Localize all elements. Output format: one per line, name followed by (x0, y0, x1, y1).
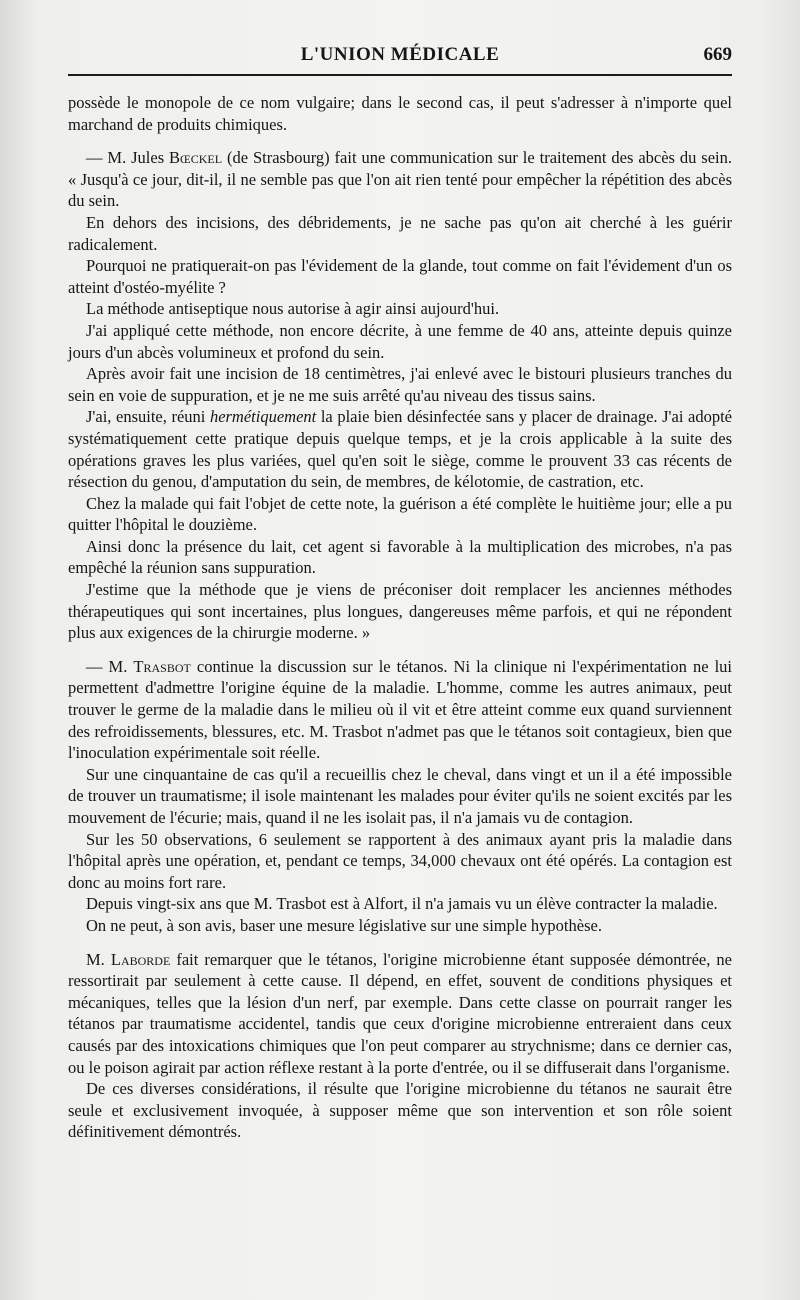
page-header (68, 44, 732, 76)
paragraph: De ces diverses considérations, il résulte que l'origine microbienne du tétanos ne saurait être seule et exclusivement invoquée, à supposer même que son intervention et son rôle soient définitivement démontrés. (68, 1079, 732, 1142)
paragraph: Après avoir fait une incision de 18 centimètres, j'ai enlevé avec le bistouri plusieurs tranches du sein en voie de suppuration, et je ne me suis arrêté qu'au niveau des tissus sains. (68, 364, 732, 405)
author-name: Trasbot (133, 656, 191, 676)
page-number: 669 (703, 44, 732, 65)
emphasis: hermétiquement (209, 407, 317, 427)
paragraph: Depuis vingt-six ans que M. Trasbot est à Alfort, il n'a jamais vu un élève contracter la maladie. (86, 894, 718, 914)
paragraph: J'ai, ensuite, réuni hermétiquement la plaie bien désinfectée sans y placer de drainage. J'ai adopté systématiquement cette pratique depuis quelque temps, et je la crois applicable à la suite des opérations graves les plus variées, quel qu'en soit le siège, comme le prouvent 33 cas récents de résection du genou, d'amputation du sein, de membres, de kélotomie, de castration, etc. (68, 407, 732, 492)
running-title: L'UNION MÉDICALE (300, 44, 500, 65)
paragraph-boeckel-communication: — M. Jules Bœckel (de Strasbourg) fait une communication sur le traitement des abcès du sein. « Jusqu'à ce jour, dit-il, il ne semble pas que l'on ait rien tenté pour empêcher la répétition des abcès du sein. (68, 148, 732, 211)
paragraph: Pourquoi ne pratiquerait-on pas l'évidement de la glande, tout comme on fait l'évidement d'un os atteint d'ostéo-myélite ? (68, 256, 732, 297)
article-body (68, 92, 732, 1143)
paragraph: En dehors des incisions, des débridements, je ne sache pas qu'on ait cherché à les guérir radicalement. (68, 212, 732, 254)
paragraph-laborde-remark: M. Laborde fait remarquer que le tétanos, l'origine microbienne étant supposée démontrée, ne ressortirait par seulement à cette cause. Il dépend, en effet, souvent de conditions physiques et mécaniques, telles que la lésion d'un nerf, par exemple. Dans cette classe on pourrait ranger les tétanos par traumatisme accidentel, tandis que ceux d'origine microbienne entreraient dans ceux causés par des intoxications chimiques que l'on peut comparer au strychnisme; dans ce dernier cas, ou le poison agirait par action réflexe restant à la porte d'entrée, ou il se diffuserait dans l'organisme. (68, 949, 732, 1077)
paragraph: J'estime que la méthode que je viens de préconiser doit remplacer les anciennes méthodes thérapeutiques qui sont incertaines, plus longues, dangereuses même parfois, et qui ne répondent plus aux exigences de la chirurgie moderne. » (68, 580, 732, 643)
paragraph: J'ai appliqué cette méthode, non encore décrite, à une femme de 40 ans, atteinte depuis quinze jours d'un abcès volumineux et profond du sein. (68, 320, 732, 362)
author-name: Laborde (110, 949, 171, 969)
paragraph: Sur les 50 observations, 6 seulement se rapportent à des animaux ayant pris la maladie dans l'hôpital après une opération, et, pendant ce temps, 34,000 chevaux ont été opérés. La contagion est donc au moins fort rare. (68, 829, 732, 892)
paragraph: Chez la malade qui fait l'objet de cette note, la guérison a été complète le huitième jour; elle a pu quitter l'hôpital le douzième. (68, 493, 732, 535)
paragraph: La méthode antiseptique nous autorise à agir ainsi aujourd'hui. (86, 299, 500, 319)
paragraph: possède le monopole de ce nom vulgaire; dans le second cas, il peut s'adresser à n'importe quel marchand de produits chimiques. (68, 93, 732, 134)
header-rule (68, 74, 732, 76)
paragraph: Sur une cinquantaine de cas qu'il a recueillis chez le cheval, dans vingt et un il a été impossible de trouver un traumatisme; il isole maintenant les malades pour éviter qu'ils ne soient excités par les mouvement de l'écurie; mais, quand il ne les isolait pas, il n'a jamais vu de contagion. (68, 764, 732, 827)
author-name: Bœckel (169, 148, 223, 168)
paragraph: Ainsi donc la présence du lait, cet agent si favorable à la multiplication des microbes, n'a pas empêché la réunion sans suppuration. (68, 536, 732, 578)
paragraph-trasbot-discussion: — M. Trasbot continue la discussion sur le tétanos. Ni la clinique ni l'expérimentation ne lui permettent d'admettre l'origine équine de la maladie. L'homme, comme les autres animaux, peut trouver le germe de la maladie dans le milieu où il vit et être atteint comme eux quand surviennent des refroidissements, blessures, etc. M. Trasbot n'admet pas que le tétanos soit contagieux, bien que l'inoculation expérimentale soit réelle. (68, 656, 732, 763)
paragraph: On ne peut, à son avis, baser une mesure législative sur une simple hypothèse. (86, 915, 602, 935)
